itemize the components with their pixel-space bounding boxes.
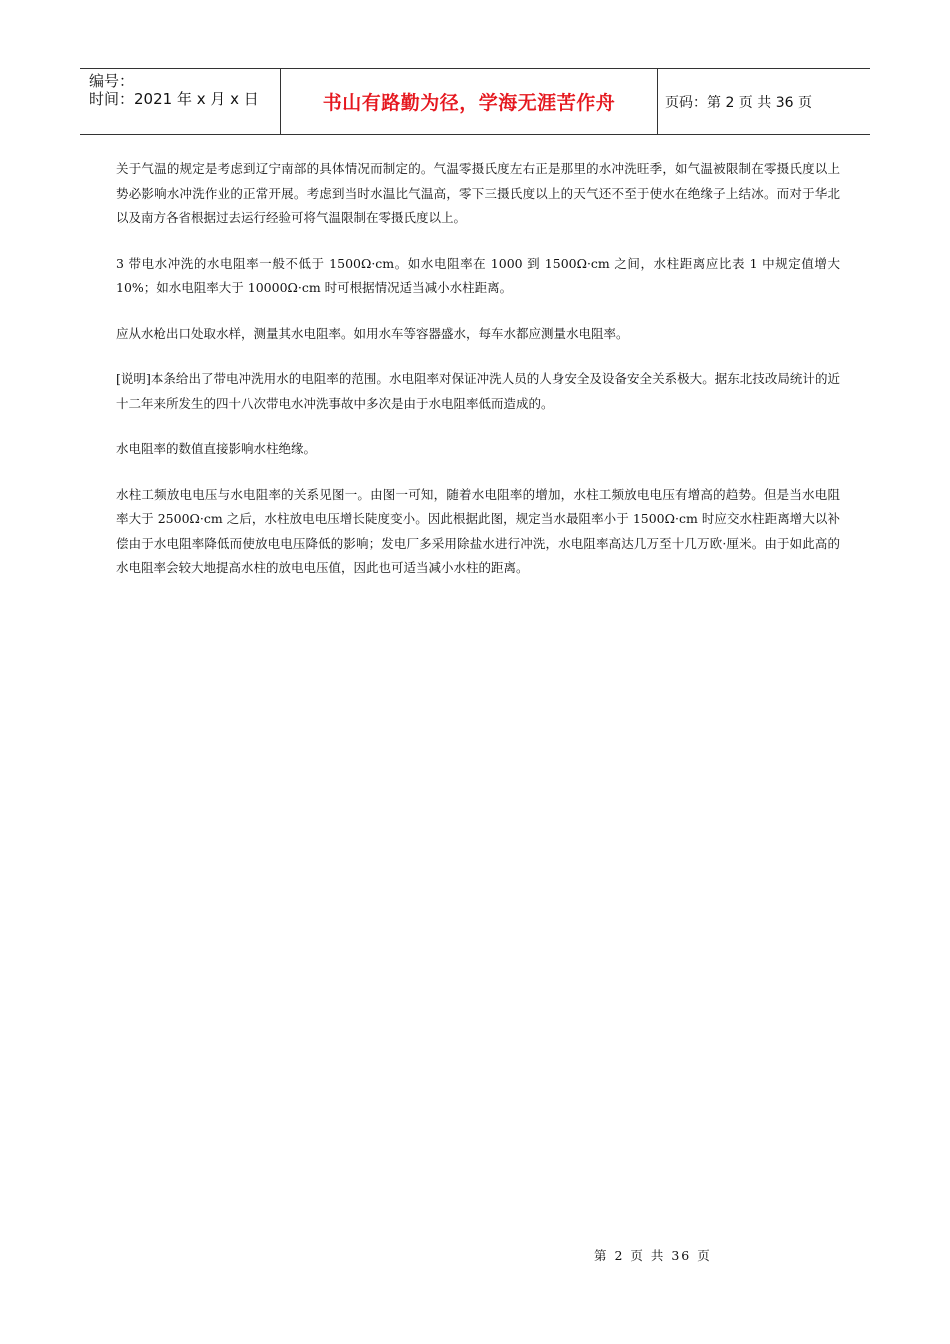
paragraph-explanation: [说明]本条给出了带电冲洗用水的电阻率的范围。水电阻率对保证冲洗人员的人身安全及设备安全关系极大。据东北技改局统计的近十二年来所发生的四十八次带电水冲洗事故中多次是由于水电阻率低而造成的。 [116,371,840,411]
paragraph-temperature: 关于气温的规定是考虑到辽宁南部的具体情况而制定的。气温零摄氏度左右正是那里的水冲洗旺季，如气温被限制在零摄氏度以上势必影响水冲洗作业的正常开展。考虑到当时水温比气温高，零下三摄氏度以上的天气还不至于使水在绝缘子上结冰。而对于华北以及南方各省根据过去运行经验可将气温限制在零摄氏度以上。 [116,161,840,225]
document-body [116,157,840,602]
header-meta [80,69,281,134]
header-page-info: 页码：第 2 页 共 36 页 [665,94,812,111]
paragraph-sampling: 应从水枪出口处取水样，测量其水电阻率。如用水车等容器盛水，每车水都应测量水电阻率。 [116,325,629,341]
paragraph-discharge: 水柱工频放电电压与水电阻率的关系见图一。由图一可知，随着水电阻率的增加，水柱工频放电电压有增高的趋势。但是当水电阻率大于 2500Ω·cm 之后，水柱放电电压增长陡度变小。因此根据此图，规定当水最阻率小于 1500Ω·cm 时应交水柱距离增大以补偿由于水电阻率降低而使放电电压降低的影响；发电厂多采用除盐水进行冲洗，水电阻率高达几万至十几万欧·厘米。由于如此高的水电阻率会较大地提高水柱的放电电压值，因此也可适当减小水柱的距离。 [116,486,840,575]
code-label: 编号： [89,72,135,90]
paragraph-insulation: 水电阻率的数值直接影响水柱绝缘。 [116,441,317,456]
paragraph-resistivity-rule: 3 带电水冲洗的水电阻率一般不低于 1500Ω·cm。如水电阻率在 1000 到 1500Ω·cm 之间，水柱距离应比表 1 中规定值增大 10%；如水电阻率大于 10000Ω·cm 时可根据情况适当减小水柱距离。 [116,255,840,295]
page-footer: 第 2 页 共 36 页 [594,1248,712,1263]
page-header [80,68,870,135]
date-label: 时间：2021 年 x 月 x 日 [89,90,259,108]
header-motto: 书山有路勤为径，学海无涯苦作舟 [281,69,658,134]
